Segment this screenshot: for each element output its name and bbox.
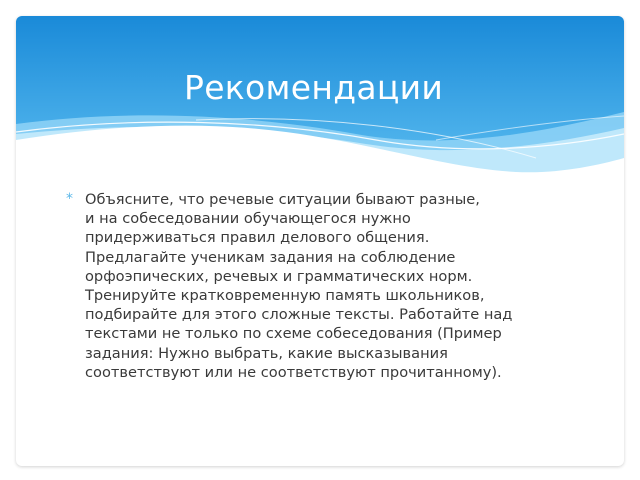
bullet-line: задания: Нужно выбрать, какие высказывания <box>85 344 448 362</box>
slide <box>16 16 624 466</box>
title-banner <box>16 16 624 186</box>
bullet-line: Тренируйте кратковременную память школьников, <box>85 287 485 305</box>
list-item <box>66 190 586 382</box>
bullet-line: Объясните, что речевые ситуации бывают разные, <box>85 191 480 208</box>
bullet-list <box>66 190 586 382</box>
bullet-icon: * <box>66 191 73 207</box>
bullet-line: текстами не только по схеме собеседования (Пример <box>85 325 502 343</box>
bullet-line: и на собеседовании обучающегося нужно <box>85 210 411 228</box>
bullet-line: орфоэпических, речевых и грамматических норм. <box>85 267 473 285</box>
slide-title: Рекомендации <box>184 68 444 107</box>
bullet-line: подбирайте для этого сложные тексты. Работайте над <box>85 306 513 324</box>
bullet-line: Предлагайте ученикам задания на соблюдение <box>85 248 456 266</box>
bullet-line: соответствуют или не соответствуют прочитанному). <box>85 363 502 381</box>
bullet-line: придерживаться правил делового общения. <box>85 229 430 247</box>
